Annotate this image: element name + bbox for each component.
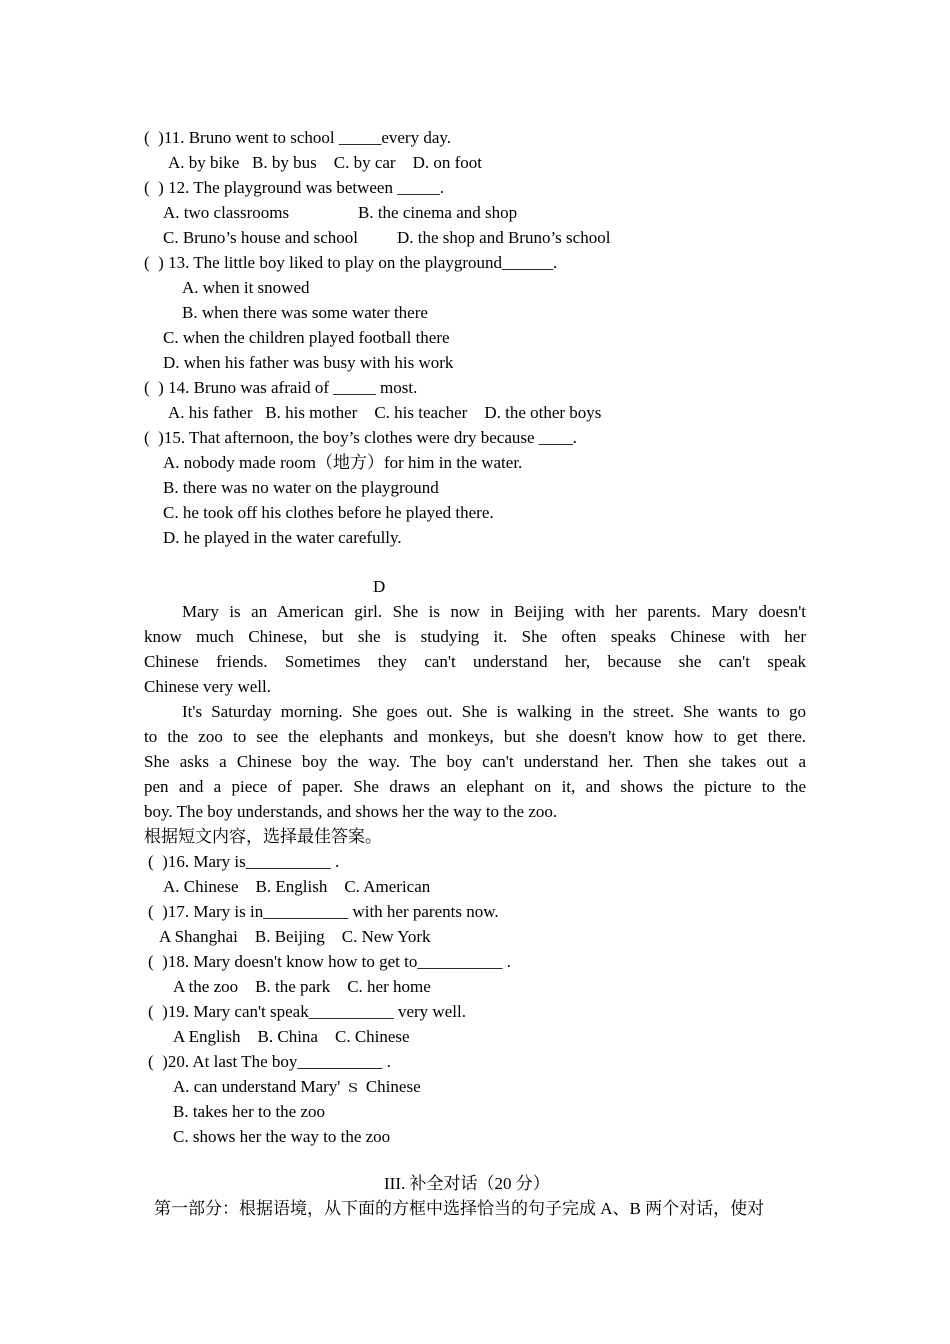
question-20-stem: ( )20. At last The boy__________ . bbox=[148, 1052, 391, 1071]
passage-d-para1-line4: Chinese very well. bbox=[144, 677, 271, 696]
question-13-option-a: A. when it snowed bbox=[182, 278, 310, 297]
passage-d-para2-line5: boy. The boy understands, and shows her the way to the zoo. bbox=[144, 802, 558, 821]
question-13-option-b: B. when there was some water there bbox=[182, 303, 428, 322]
section-iii-title: III. 补全对话（20 分） bbox=[384, 1174, 550, 1193]
passage-d-para2-line3: She asks a Chinese boy the way. The boy can't understand her. Then she takes out a bbox=[144, 752, 806, 771]
question-16-stem: ( )16. Mary is__________ . bbox=[148, 852, 340, 871]
question-11-options: A. by bike B. by bus C. by car D. on foot bbox=[168, 153, 483, 172]
passage-d-para1-line2: know much Chinese, but she is studying it. She often speaks Chinese with her bbox=[144, 627, 806, 646]
question-17-options: A Shanghai B. Beijing C. New York bbox=[159, 927, 431, 946]
question-11-stem: ( )11. Bruno went to school _____every day. bbox=[144, 128, 452, 147]
question-15-option-d: D. he played in the water carefully. bbox=[163, 528, 402, 547]
question-12-option-d: D. the shop and Bruno’s school bbox=[397, 228, 611, 247]
passage-d-para2-line2: to the zoo to see the elephants and monkeys, but she doesn't know how to get there. bbox=[144, 727, 806, 746]
question-13-option-d: D. when his father was busy with his work bbox=[163, 353, 454, 372]
passage-d-para2-line1: It's Saturday morning. She goes out. She is walking in the street. She wants to go bbox=[182, 702, 806, 721]
question-12-option-c: C. Bruno’s house and school bbox=[163, 228, 359, 247]
question-15-option-c: C. he took off his clothes before he played there. bbox=[163, 503, 494, 522]
question-18-stem: ( )18. Mary doesn't know how to get to__________ . bbox=[148, 952, 511, 971]
question-20-option-c: C. shows her the way to the zoo bbox=[173, 1127, 391, 1146]
question-14-options: A. his father B. his mother C. his teacher D. the other boys bbox=[168, 403, 602, 422]
question-16-options: A. Chinese B. English C. American bbox=[163, 877, 431, 896]
section-iii-instruction: 第一部分：根据语境，从下面的方框中选择恰当的句子完成 A、B 两个对话，使对 bbox=[154, 1199, 765, 1218]
question-17-stem: ( )17. Mary is in__________ with her parents now. bbox=[148, 902, 499, 921]
question-15-option-b: B. there was no water on the playground bbox=[163, 478, 439, 497]
question-13-option-c: C. when the children played football there bbox=[163, 328, 450, 347]
question-20-option-b: B. takes her to the zoo bbox=[173, 1102, 326, 1121]
question-12-option-a: A. two classrooms bbox=[163, 203, 290, 222]
question-20-option-a: A. can understand Mary' ｓ Chinese bbox=[173, 1077, 421, 1096]
question-19-options: A English B. China C. Chinese bbox=[173, 1027, 410, 1046]
question-19-stem: ( )19. Mary can't speak__________ very well. bbox=[148, 1002, 466, 1021]
question-12-option-b: B. the cinema and shop bbox=[358, 203, 518, 222]
question-12-stem: ( ) 12. The playground was between _____. bbox=[144, 178, 444, 197]
passage-d-instruction: 根据短文内容，选择最佳答案。 bbox=[144, 827, 382, 846]
question-13-stem: ( ) 13. The little boy liked to play on the playground______. bbox=[144, 253, 558, 272]
passage-d-para1-line1: Mary is an American girl. She is now in Beijing with her parents. Mary doesn't bbox=[182, 602, 806, 621]
question-15-option-a: A. nobody made room（地方）for him in the water. bbox=[163, 453, 523, 472]
question-18-options: A the zoo B. the park C. her home bbox=[173, 977, 431, 996]
question-15-stem: ( )15. That afternoon, the boy’s clothes were dry because ____. bbox=[144, 428, 578, 447]
passage-d-para1-line3: Chinese friends. Sometimes they can't understand her, because she can't speak bbox=[144, 652, 806, 671]
question-14-stem: ( ) 14. Bruno was afraid of _____ most. bbox=[144, 378, 418, 397]
passage-d-heading: D bbox=[373, 577, 386, 596]
passage-d-para2-line4: pen and a piece of paper. She draws an elephant on it, and shows the picture to the bbox=[144, 777, 806, 796]
